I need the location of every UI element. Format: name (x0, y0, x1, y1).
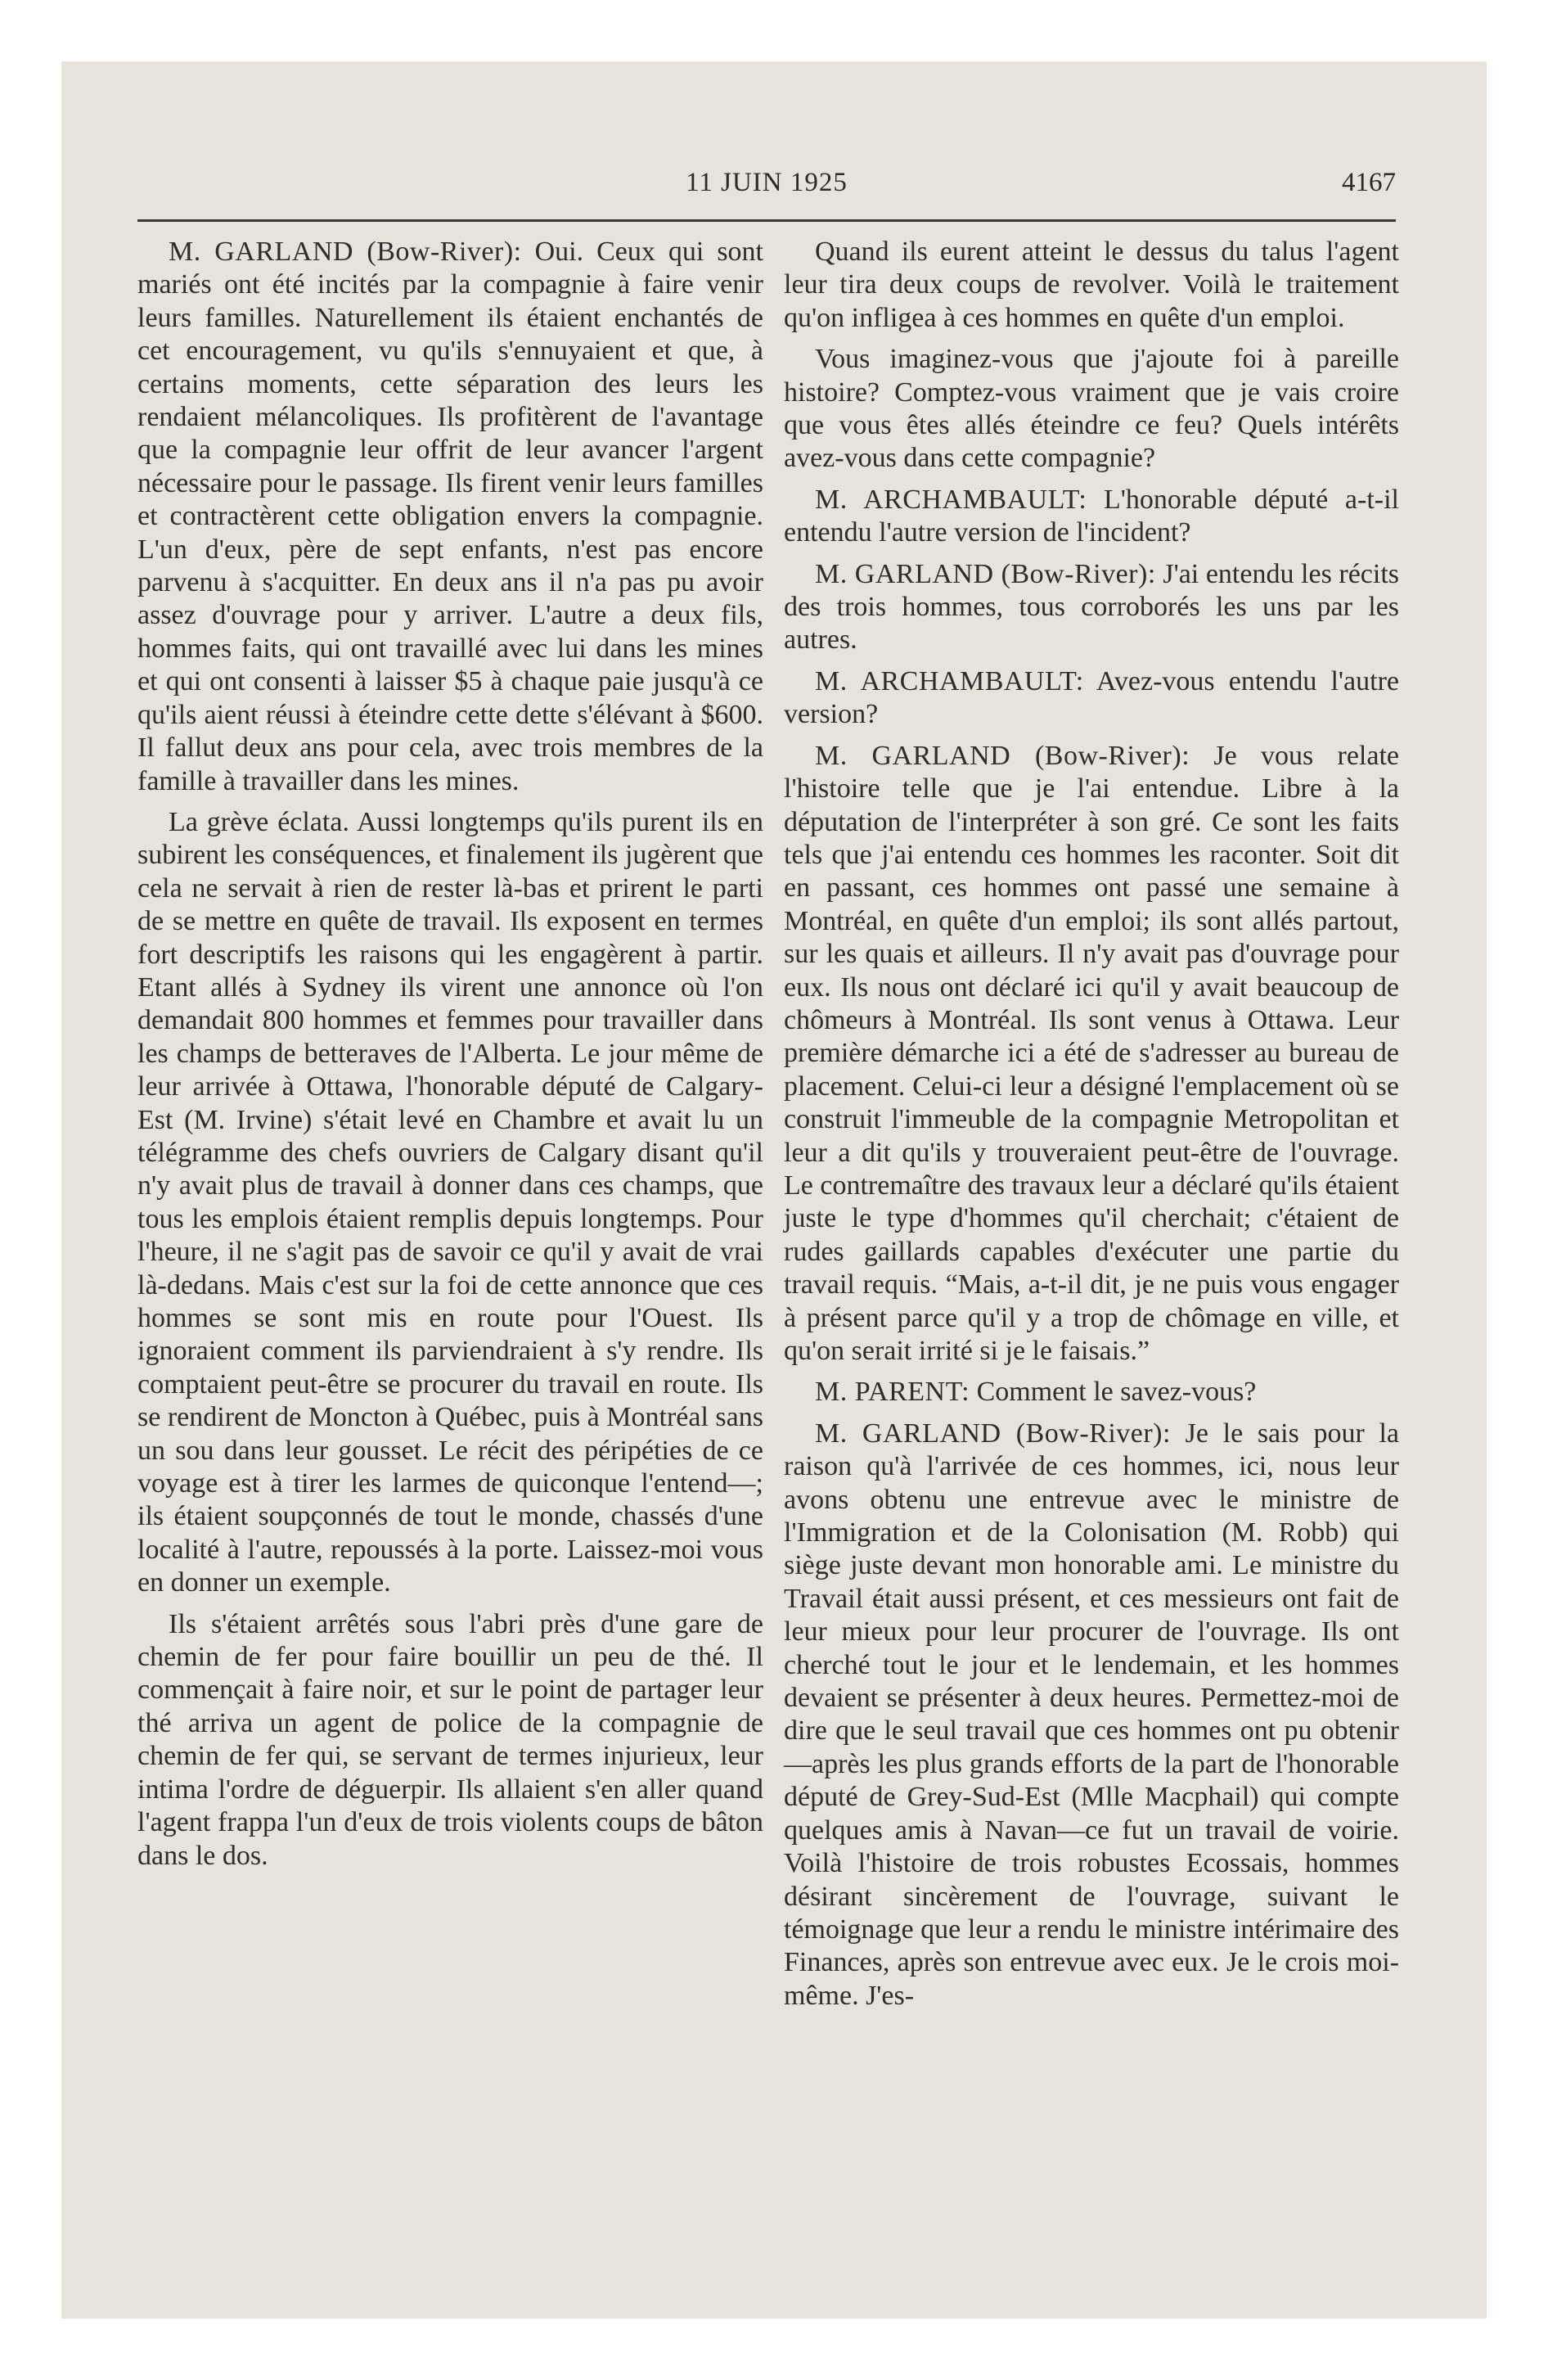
speaker-name: M. ARCHAMBAULT: (815, 665, 1084, 696)
paragraph (137, 806, 763, 1600)
speech-text: Vous imaginez-vous que j'ajoute foi à pareille histoire? Comptez-vous vraiment que je vais croire que vous êtes allés éteindre ce feu? Quels intérêts avez-vous dans cette compagnie? (784, 344, 1399, 474)
left-column (137, 236, 763, 1873)
paragraph (137, 1608, 763, 1873)
page-number: 4167 (1342, 168, 1396, 197)
page-date: 11 JUIN 1925 (686, 168, 848, 197)
speaker-name: M. GARLAND (Bow-River): (815, 558, 1156, 589)
paragraph (784, 740, 1399, 1368)
speaker-name: M. PARENT: (815, 1377, 970, 1408)
speech-text: Je le sais pour la raison qu'à l'arrivée de ces hommes, ici, nous leur avons obtenu une entrevue avec le ministre de l'Immigration et de la Colonisation (M. Robb) qui siège juste devant mon honorable ami. Le ministre du Travail était aussi présent, et ces messieurs ont fait de leur mieux pour leur procurer de l'ouvrage. Ils ont cherché tout le jour et le lendemain, et les hommes devaient se présenter à deux heures. Permettez-moi de dire que le seul travail que ces hommes ont pu obtenir—après les plus grands efforts de la part de l'honorable député de Grey-Sud-Est (Mlle Macphail) qui compte quelques amis à Navan—ce fut un travail de voirie. Voilà l'histoire de trois robustes Ecossais, hommes désirant sincèrement de l'ouvrage, suivant le témoignage que leur a rendu le ministre intérimaire des Finances, après son entrevue avec eux. Je le crois moi-même. J'es- (784, 1418, 1400, 2011)
speech-text: L'honorable député a-t-il entendu l'autre version de l'incident? (784, 484, 1400, 548)
speech-text: J'ai entendu les récits des trois hommes, tous corroborés les uns par les autres. (784, 558, 1399, 656)
speaker-name: M. GARLAND (Bow-River): (815, 1418, 1171, 1449)
paragraph (784, 1376, 1399, 1409)
speaker-name: M. GARLAND (Bow-River): (815, 740, 1190, 771)
paragraph (784, 484, 1399, 550)
speech-text: Oui. Ceux qui sont mariés ont été incités par la compagnie à faire venir leurs familles. Naturellement ils étaient enchantés de cet encouragement, vu qu'ils s'ennuyaient et que, à certains moments, cette séparation des leurs les rendaient mélancoliques. Ils profitèrent de l'avantage que la compagnie leur offrit de leur avancer l'argent nécessaire pour le passage. Ils firent venir leurs familles et contractèrent cette obligation envers la compagnie. L'un d'eux, père de sept enfants, n'est pas encore parvenu à s'acquitter. En deux ans il n'a pas pu avoir assez d'ouvrage pour y arriver. L'autre a deux fils, hommes faits, qui ont travaillé avec lui dans les mines et qui ont consenti à laisser $5 à chaque paie jusqu'à ce qu'ils aient réussi à éteindre cette dette s'élévant à $600. Il fallut deux ans pour cela, avec trois membres de la famille à travailler dans les mines. (137, 237, 763, 796)
header-rule (137, 219, 1396, 222)
speech-text: Ils s'étaient arrêtés sous l'abri près d'une gare de chemin de fer pour faire bouillir un peu de thé. Il commençait à faire noir, et sur le point de partager leur thé arriva un agent de police de la compagnie de chemin de fer qui, se servant de termes injurieux, leur intima l'ordre de déguerpir. Ils allaient s'en aller quand l'agent frappa l'un d'eux de trois violents coups de bâton dans le dos. (137, 1608, 763, 1871)
speech-text: Comment le savez-vous? (976, 1377, 1257, 1408)
speaker-name: M. ARCHAMBAULT: (815, 484, 1087, 515)
speech-text: Avez-vous entendu l'autre version? (784, 665, 1400, 730)
speaker-name: M. GARLAND (Bow-River): (169, 237, 522, 267)
right-column (784, 236, 1399, 2013)
paragraph (137, 236, 763, 798)
speech-text: Je vous relate l'histoire telle que je l'ai entendue. Libre à la députation de l'interpréter à son gré. Ce sont les faits tels que j'ai entendu ces hommes les raconter. Soit dit en passant, ces hommes ont passé une semaine à Montréal, en quête d'un emploi; ils sont allés partout, sur les quais et ailleurs. Il n'y avait pas d'ouvrage pour eux. Ils nous ont déclaré ici qu'il y avait beaucoup de chômeurs à Montréal. Ils sont venus à Ottawa. Leur première démarche ici a été de s'adresser au bureau de placement. Celui-ci leur a désigné l'emplacement où se construit l'immeuble de la compagnie Metropolitan et leur a dit qu'ils y trouveraient peut-être de l'ouvrage. Le contremaître des travaux leur a déclaré qu'ils étaient juste le type d'hommes qu'il cherchait; c'étaient de rudes gaillards capables d'exécuter une partie du travail requis. “Mais, a-t-il dit, je ne puis vous engager à présent parce qu'il y a trop de chômage en ville, et qu'on serait irrité si je le faisais.” (784, 740, 1399, 1366)
paragraph (784, 1418, 1399, 2013)
paragraph (784, 558, 1399, 657)
page-header (137, 151, 1396, 201)
paragraph (784, 343, 1399, 476)
speech-text: La grève éclata. Aussi longtemps qu'ils purent ils en subirent les conséquences, et finalement ils jugèrent que cela ne servait à rien de rester là-bas et prirent le parti de se mettre en quête de travail. Ils exposent en termes fort descriptifs les raisons qui les engagèrent à partir. Etant allés à Sydney ils virent une annonce où l'on demandait 800 hommes et femmes pour travailler dans les champs de betteraves de l'Alberta. Le jour même de leur arrivée à Ottawa, l'honorable député de Calgary-Est (M. Irvine) s'était levé en Chambre et avait lu un télégramme des chefs ouvriers de Calgary disant qu'il n'y avait plus de travail à donner dans ces champs, que tous les emplois étaient remplis depuis longtemps. Pour l'heure, il ne s'agit pas de savoir ce qu'il y avait de vrai là-dedans. Mais c'est sur la foi de cette annonce que ces hommes se sont mis en route pour l'Ouest. Ils ignoraient comment ils parviendraient à s'y rendre. Ils comptaient peut-être se procurer du travail en route. Ils se rendirent de Moncton à Québec, puis à Montréal sans un sou dans leur gousset. Le récit des péripéties de ce voyage est à tirer les larmes de quiconque l'entend—; ils étaient soupçonnés de tout le monde, chassés d'une localité à l'autre, repoussés à la porte. Laissez-moi vous en donner un exemple. (137, 806, 763, 1598)
speech-text: Quand ils eurent atteint le dessus du talus l'agent leur tira deux coups de revolver. Voilà le traitement qu'on infligea à ces hommes en quête d'un emploi. (784, 237, 1399, 333)
paragraph (784, 236, 1399, 335)
paragraph (784, 665, 1399, 732)
